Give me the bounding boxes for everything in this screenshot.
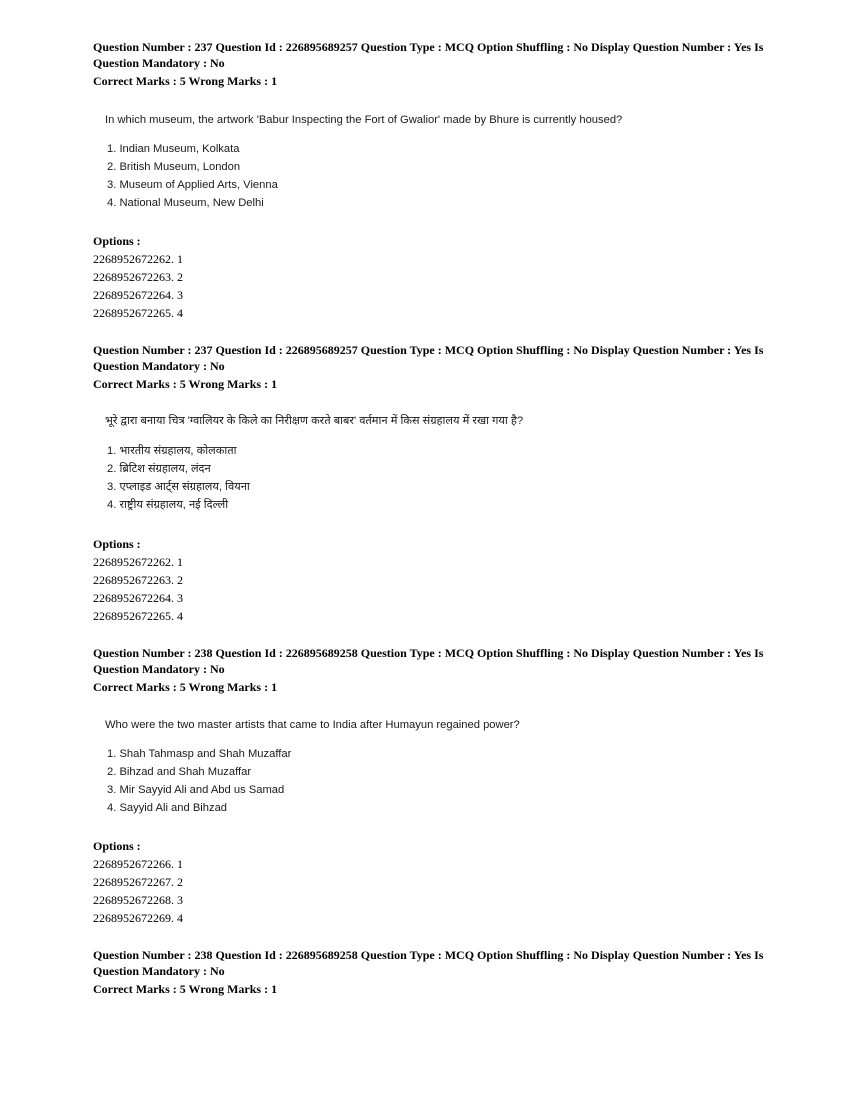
answer-choice: 2. British Museum, London — [107, 161, 241, 173]
option-id: 2268952672267. 2 — [93, 875, 183, 889]
option-id: 2268952672265. 4 — [93, 609, 183, 623]
answer-choice: 1. Indian Museum, Kolkata — [107, 143, 240, 155]
marks-line: Correct Marks : 5 Wrong Marks : 1 — [93, 982, 278, 996]
question-mandatory-line: Question Mandatory : No — [93, 662, 225, 676]
option-id: 2268952672264. 3 — [93, 288, 183, 302]
question-text: भूरे द्वारा बनाया चित्र 'ग्वालियर के किले का निरीक्षण करते बाबर' वर्तमान में किस संग्रहालय में रखा गया है? — [105, 415, 524, 427]
answer-choice: 1. भारतीय संग्रहालय, कोलकाता — [107, 445, 237, 457]
options-id-list — [93, 232, 393, 322]
answer-choices — [107, 745, 707, 817]
question-header — [93, 342, 765, 392]
question-text: Who were the two master artists that came to India after Humayun regained power? — [105, 719, 520, 731]
question-text: In which museum, the artwork 'Babur Inspecting the Fort of Gwalior' made by Bhure is currently housed? — [105, 114, 623, 126]
question-mandatory-line: Question Mandatory : No — [93, 964, 225, 978]
option-id: 2268952672264. 3 — [93, 591, 183, 605]
answer-choice: 2. ब्रिटिश संग्रहालय, लंदन — [107, 463, 211, 475]
question-meta-line: Question Number : 238 Question Id : 226895689258 Question Type : MCQ Option Shuffling : No Display Question Number : Yes Is — [93, 948, 764, 962]
answer-choice: 3. Museum of Applied Arts, Vienna — [107, 179, 278, 191]
options-id-list — [93, 535, 393, 625]
question-mandatory-line: Question Mandatory : No — [93, 56, 225, 70]
question-meta-line: Question Number : 237 Question Id : 226895689257 Question Type : MCQ Option Shuffling : No Display Question Number : Yes Is — [93, 40, 764, 54]
option-id: 2268952672269. 4 — [93, 911, 183, 925]
answer-choice: 4. Sayyid Ali and Bihzad — [107, 802, 228, 814]
option-id: 2268952672268. 3 — [93, 893, 183, 907]
question-header — [93, 947, 765, 997]
options-id-list — [93, 837, 393, 927]
answer-choice: 2. Bihzad and Shah Muzaffar — [107, 766, 252, 778]
answer-choices — [107, 442, 707, 514]
marks-line: Correct Marks : 5 Wrong Marks : 1 — [93, 377, 278, 391]
marks-line: Correct Marks : 5 Wrong Marks : 1 — [93, 680, 278, 694]
question-mandatory-line: Question Mandatory : No — [93, 359, 225, 373]
question-meta-line: Question Number : 238 Question Id : 226895689258 Question Type : MCQ Option Shuffling : No Display Question Number : Yes Is — [93, 646, 764, 660]
options-label: Options : — [93, 537, 141, 551]
question-meta-line: Question Number : 237 Question Id : 226895689257 Question Type : MCQ Option Shuffling : No Display Question Number : Yes Is — [93, 343, 764, 357]
option-id: 2268952672265. 4 — [93, 306, 183, 320]
option-id: 2268952672263. 2 — [93, 270, 183, 284]
option-id: 2268952672262. 1 — [93, 252, 183, 266]
question-header — [93, 39, 765, 89]
answer-choices — [107, 140, 707, 212]
question-header — [93, 645, 765, 695]
answer-choice: 3. Mir Sayyid Ali and Abd us Samad — [107, 784, 285, 796]
option-id: 2268952672262. 1 — [93, 555, 183, 569]
option-id: 2268952672266. 1 — [93, 857, 183, 871]
options-label: Options : — [93, 234, 141, 248]
answer-choice: 3. एप्लाइड आर्ट्स संग्रहालय, वियना — [107, 481, 250, 493]
answer-choice: 4. राष्ट्रीय संग्रहालय, नई दिल्ली — [107, 499, 229, 511]
marks-line: Correct Marks : 5 Wrong Marks : 1 — [93, 74, 278, 88]
answer-choice: 1. Shah Tahmasp and Shah Muzaffar — [107, 748, 292, 760]
options-label: Options : — [93, 839, 141, 853]
option-id: 2268952672263. 2 — [93, 573, 183, 587]
answer-choice: 4. National Museum, New Delhi — [107, 197, 264, 209]
